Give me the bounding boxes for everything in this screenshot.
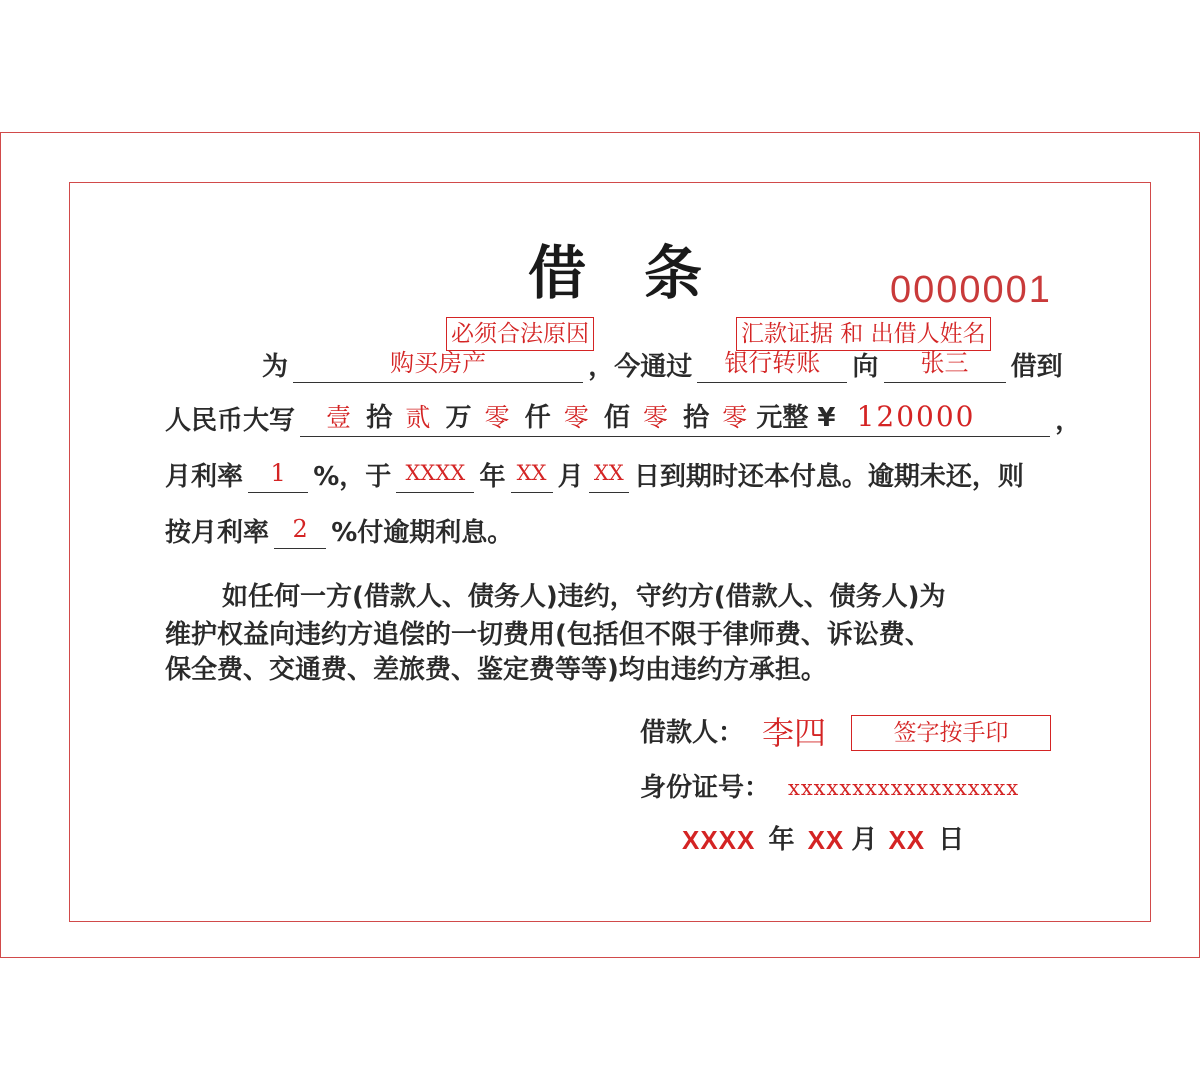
sign-day: XX (888, 825, 926, 855)
rate-field: 1 (248, 458, 308, 493)
line2-prefix: 人民币大写 (165, 406, 296, 436)
due-year-field: XXXX (396, 458, 474, 493)
amount-digit: 零 (642, 403, 668, 432)
amount-number: 120000 (856, 400, 976, 433)
year-label: 年 (479, 462, 506, 492)
line1-mid: ，今通过 (588, 352, 693, 382)
reason-note: 必须合法原因 (446, 317, 594, 351)
line-amount (165, 400, 1081, 437)
month-label: 月 (557, 462, 584, 492)
clause-line-2: 维护权益向违约方追偿的一切费用(包括但不限于律师费、诉讼费、 (165, 620, 931, 650)
line2-end: ， (1055, 406, 1082, 436)
reason-field: 购买房产 (293, 348, 583, 383)
line1-suffix: 借到 (1010, 352, 1063, 382)
document-title: 借 条 (528, 239, 703, 307)
clause-line-1: 如任何一方(借款人、债务人)违约，守约方(借款人、债务人)为 (222, 582, 946, 612)
amount-digit: 零 (722, 403, 748, 432)
sign-year-label: 年 (768, 825, 795, 855)
line3-prefix: 月利率 (165, 462, 244, 492)
line4-rest: %付逾期利息。 (331, 518, 514, 548)
lender-field: 张三 (884, 348, 1006, 383)
amount-unit: 仟 (524, 403, 551, 433)
line1-to: 向 (852, 352, 879, 382)
line-overdue (165, 512, 513, 549)
sign-month: XX (807, 825, 845, 855)
transfer-note: 汇款证据 和 出借人姓名 (736, 317, 991, 351)
amount-unit: 元整 (756, 403, 809, 433)
clause-line-3: 保全费、交通费、差旅费、鉴定费等等)均由违约方承担。 (165, 655, 827, 685)
sign-year: XXXX (682, 825, 756, 855)
amount-unit: 拾 (366, 403, 393, 433)
due-month-field: XX (511, 458, 553, 493)
currency-symbol: ¥ (817, 403, 836, 433)
sign-day-label: 日 (938, 825, 965, 855)
amount-digit: 贰 (405, 403, 431, 432)
borrower-name: 李四 (762, 714, 827, 752)
serial-number: 0000001 (890, 269, 1052, 311)
due-day-field: XX (589, 458, 629, 493)
sign-note: 签字按手印 (851, 715, 1051, 751)
line4-prefix: 按月利率 (165, 518, 270, 548)
amount-digit: 零 (563, 403, 589, 432)
amount-digit: 壹 (326, 403, 352, 432)
id-number: xxxxxxxxxxxxxxxxxx (788, 776, 1020, 800)
sign-month-label: 月 (851, 825, 878, 855)
sign-date (682, 822, 964, 858)
line-interest (165, 456, 1024, 493)
amount-unit: 万 (445, 403, 472, 433)
borrower-label: 借款人： (640, 718, 745, 748)
line-purpose (262, 346, 1063, 383)
line3-pct: %，于 (313, 462, 392, 492)
amount-words-field (300, 402, 1050, 437)
amount-digit: 零 (484, 403, 510, 432)
overdue-rate-field: 2 (274, 514, 326, 549)
line1-prefix: 为 (262, 352, 289, 382)
method-field: 银行转账 (697, 348, 847, 383)
amount-unit: 佰 (603, 403, 630, 433)
line3-rest: 日到期时还本付息。逾期未还，则 (633, 462, 1024, 492)
id-label: 身份证号： (640, 773, 771, 803)
amount-unit: 拾 (683, 403, 710, 433)
